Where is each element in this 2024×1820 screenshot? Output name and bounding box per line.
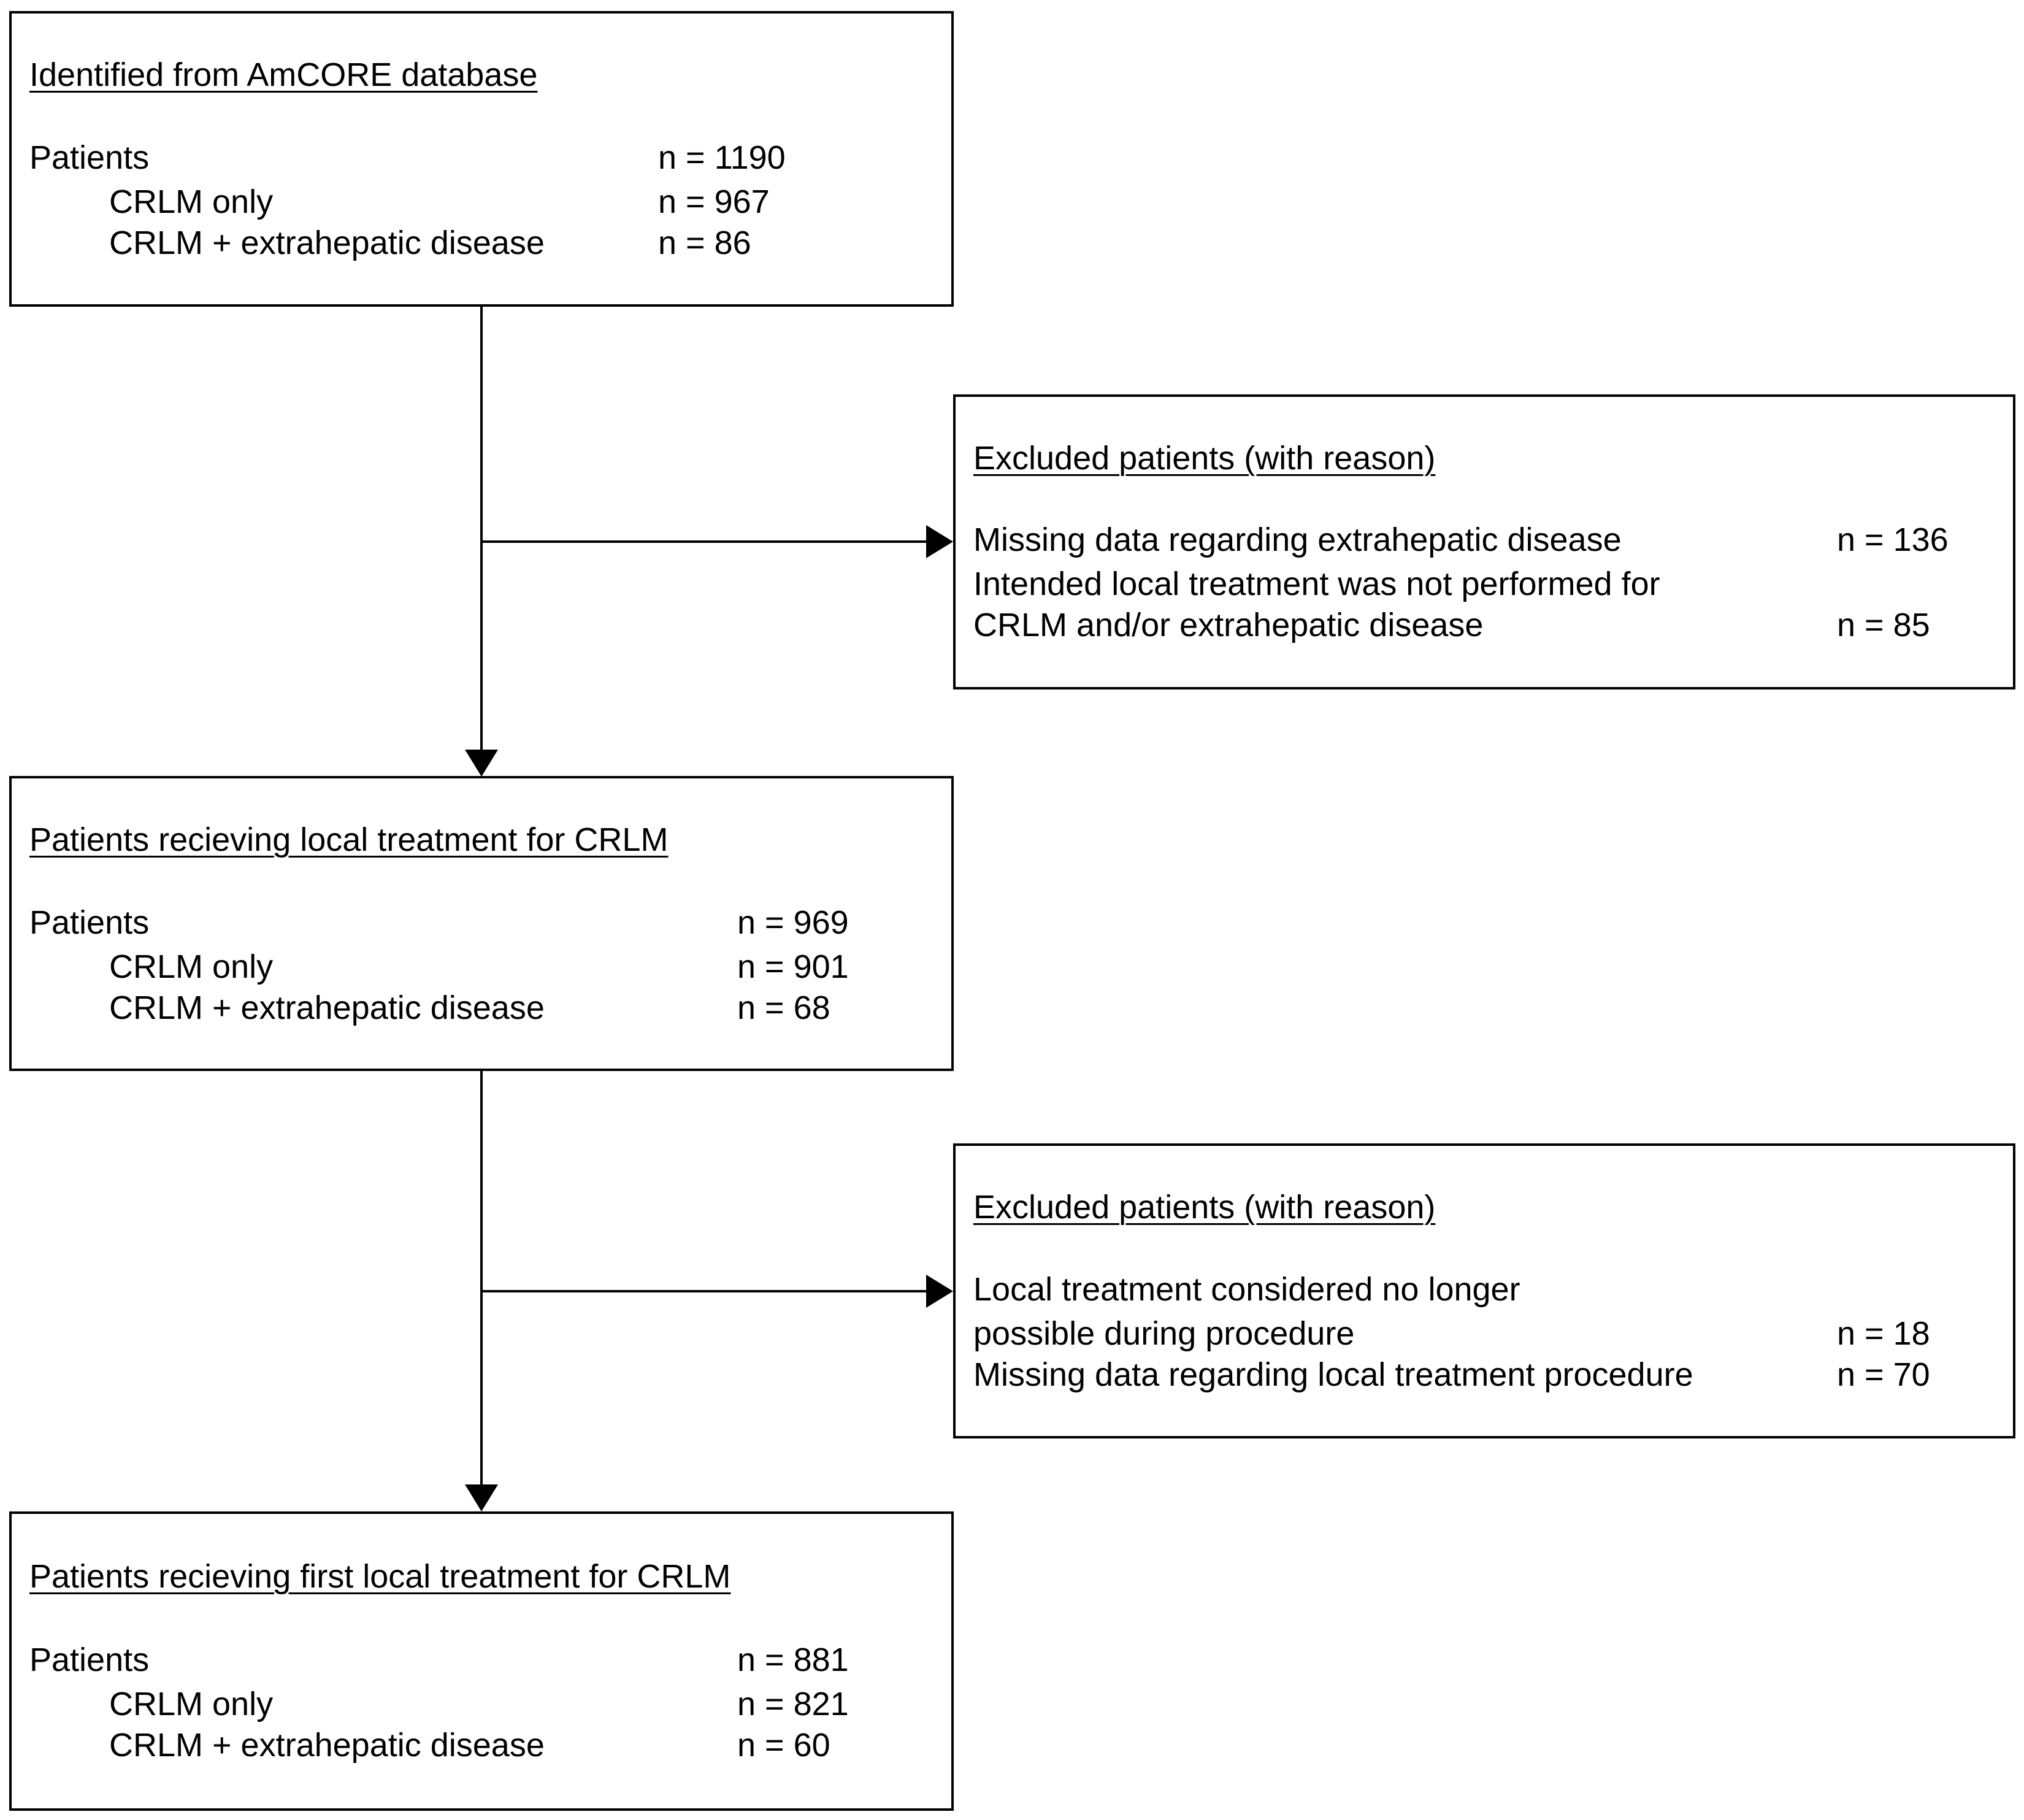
excluded2-reason-line2: possible during procedure — [973, 1315, 1355, 1352]
identified-crlm-only-label: CRLM only — [109, 183, 274, 220]
identified-title: Identified from AmCORE database — [29, 56, 538, 93]
local-patients-label: Patients — [29, 904, 150, 941]
first-crlm-only-value: n = 821 — [737, 1686, 849, 1722]
identified-patients-label: Patients — [29, 139, 150, 176]
identified-patients-value: n = 1190 — [658, 139, 786, 176]
excluded1-value1: n = 136 — [1837, 521, 1949, 558]
identified-crlm-extra-label: CRLM + extrahepatic disease — [109, 225, 545, 261]
local-treatment-title: Patients recieving local treatment for CRLM — [29, 821, 669, 858]
excluded1-value2: n = 85 — [1837, 607, 1930, 643]
first-crlm-only-label: CRLM only — [109, 1686, 274, 1722]
identified-box — [9, 11, 954, 307]
first-crlm-extra-label: CRLM + extrahepatic disease — [109, 1727, 545, 1764]
excluded1-title: Excluded patients (with reason) — [973, 440, 1436, 477]
local-crlm-only-value: n = 901 — [737, 948, 849, 985]
first-patients-label: Patients — [29, 1641, 150, 1678]
excluded2-title: Excluded patients (with reason) — [973, 1189, 1436, 1226]
identified-crlm-only-value: n = 967 — [658, 183, 770, 220]
excluded1-reason-line2: Intended local treatment was not performed for — [973, 566, 1660, 602]
identified-crlm-extra-value: n = 86 — [658, 225, 751, 261]
arrow-to-excluded2 — [481, 1275, 953, 1308]
local-crlm-extra-label: CRLM + extrahepatic disease — [109, 989, 545, 1026]
local-crlm-extra-value: n = 68 — [737, 989, 830, 1026]
excluded1-reason-line1: Missing data regarding extrahepatic disease — [973, 521, 1622, 558]
local-patients-value: n = 969 — [737, 904, 849, 941]
excluded1-reason-line3: CRLM and/or extrahepatic disease — [973, 607, 1484, 643]
excluded2-value1: n = 18 — [1837, 1315, 1930, 1352]
arrow-to-excluded1 — [481, 525, 953, 558]
first-local-treatment-title: Patients recieving first local treatment for CRLM — [29, 1558, 731, 1595]
first-patients-value: n = 881 — [737, 1641, 849, 1678]
excluded2-value2: n = 70 — [1837, 1356, 1930, 1393]
local-crlm-only-label: CRLM only — [109, 948, 274, 985]
first-crlm-extra-value: n = 60 — [737, 1727, 830, 1764]
excluded2-reason-line3: Missing data regarding local treatment procedure — [973, 1356, 1693, 1393]
excluded2-reason-line1: Local treatment considered no longer — [973, 1271, 1520, 1308]
